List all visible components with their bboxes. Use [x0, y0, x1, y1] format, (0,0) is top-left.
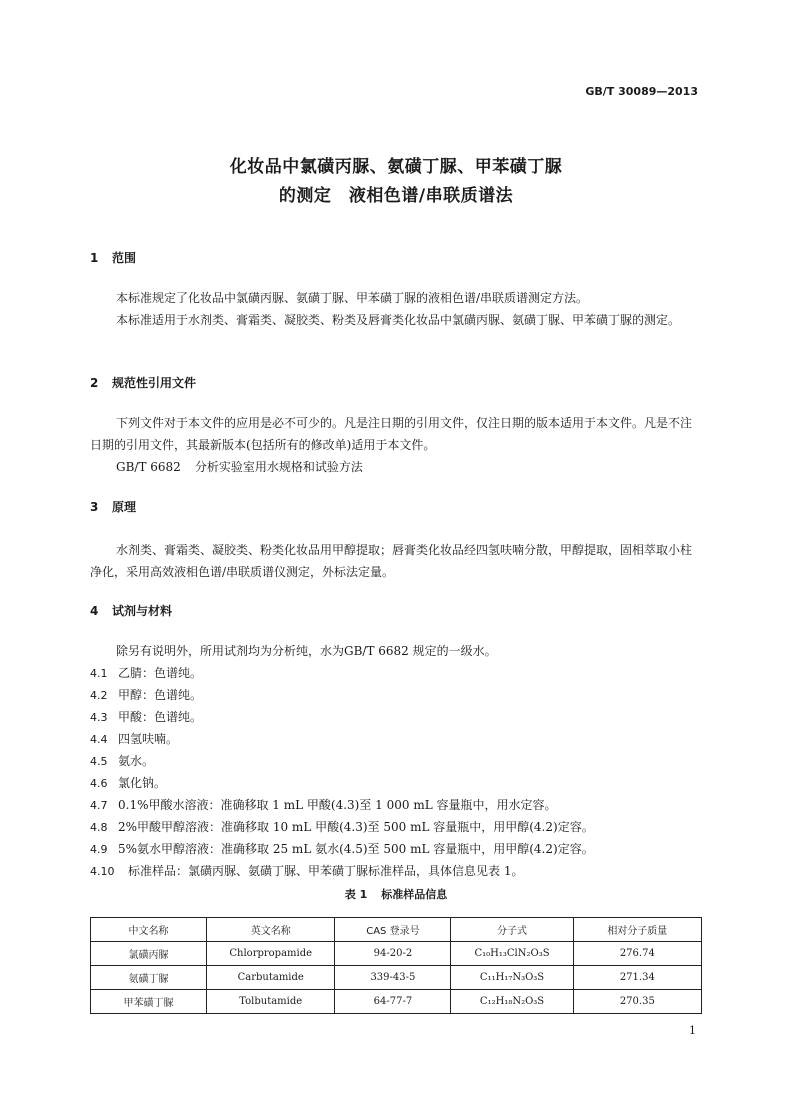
section-1-heading — [90, 249, 136, 266]
reference-title: 分析实验室用水规格和试验方法 — [194, 460, 363, 474]
table-cell: 94-20-2 — [335, 942, 451, 966]
section-2-paragraph-1: 下列文件对于本文件的应用是必不可少的。凡是注日期的引用文件，仅注日期的版本适用于本文件。凡是不注日期的引用文件，其最新版本(包括所有的修改单)适用于本文件。 — [90, 416, 693, 452]
document-title-line-1: 化妆品中氯磺丙脲、氨磺丁脲、甲苯磺丁脲 — [229, 157, 563, 177]
table-cell: Chlorpropamide — [207, 942, 335, 966]
table-cell: C₁₀H₁₃ClN₂O₃S — [451, 942, 573, 966]
table-cell: 氨磺丁脲 — [91, 966, 207, 990]
table-cell: 64-77-7 — [335, 990, 451, 1014]
table-header-row — [91, 918, 702, 942]
table-cell: 339-43-5 — [335, 966, 451, 990]
section-title: 规范性引用文件 — [112, 376, 197, 390]
table-row — [91, 966, 702, 990]
list-item: 4.10 标准样品：氯磺丙脲、氨磺丁脲、甲苯磺丁脲标准样品，具体信息见表 1。 — [90, 864, 524, 878]
standard-code: GB/T 30089—2013 — [585, 85, 698, 98]
list-item: 4.9 5%氨水甲醇溶液：准确移取 25 mL 氨水(4.5)至 500 mL 容量瓶中，用甲醇(4.2)定容。 — [90, 842, 594, 856]
section-number: 1 — [90, 251, 99, 265]
list-item: 4.8 2%甲酸甲醇溶液：准确移取 10 mL 甲酸(4.3)至 500 mL 容量瓶中，用甲醇(4.2)定容。 — [90, 820, 594, 834]
section-1-paragraph-2: 本标准适用于水剂类、膏霜类、凝胶类、粉类及唇膏类化妆品中氯磺丙脲、氨磺丁脲、甲苯磺丁脲的测定。 — [116, 313, 681, 327]
table-cell: Tolbutamide — [207, 990, 335, 1014]
section-3-heading — [90, 498, 136, 515]
section-4-heading — [90, 602, 172, 619]
column-header: 分子式 — [451, 918, 573, 942]
list-item: 4.2 甲醇：色谱纯。 — [90, 688, 203, 702]
list-item: 4.3 甲酸：色谱纯。 — [90, 710, 203, 724]
section-title: 原理 — [112, 500, 137, 514]
section-4-intro: 除另有说明外，所用试剂均为分析纯，水为GB/T 6682 规定的一级水。 — [116, 644, 497, 658]
section-title: 范围 — [112, 251, 137, 265]
column-header: 相对分子质量 — [573, 918, 701, 942]
list-item: 4.6 氯化钠。 — [90, 776, 167, 790]
standard-samples-table — [90, 917, 702, 1014]
section-title: 试剂与材料 — [112, 604, 173, 618]
normative-reference — [116, 456, 363, 478]
table-title: 标准样品信息 — [381, 888, 448, 901]
section-3-paragraph-1: 水剂类、膏霜类、凝胶类、粉类化妆品用甲醇提取；唇膏类化妆品经四氢呋喃分散，甲醇提取，固相萃取小柱净化，采用高效液相色谱/串联质谱仪测定，外标法定量。 — [90, 543, 693, 579]
table-caption — [0, 886, 792, 902]
section-1-paragraph-1: 本标准规定了化妆品中氯磺丙脲、氨磺丁脲、甲苯磺丁脲的液相色谱/串联质谱测定方法。 — [116, 291, 589, 305]
section-2-heading — [90, 374, 196, 391]
section-number: 2 — [90, 376, 99, 390]
table-cell: 271.34 — [573, 966, 701, 990]
column-header: 中文名称 — [91, 918, 207, 942]
table-cell: 276.74 — [573, 942, 701, 966]
list-item: 4.7 0.1%甲酸水溶液：准确移取 1 mL 甲酸(4.3)至 1 000 mL 容量瓶中，用水定容。 — [90, 798, 557, 812]
list-item: 4.1 乙腈：色谱纯。 — [90, 666, 203, 680]
table-row — [91, 942, 702, 966]
reference-code: GB/T 6682 — [116, 460, 181, 474]
table-cell: C₁₂H₁₈N₂O₃S — [451, 990, 573, 1014]
column-header: CAS 登录号 — [335, 918, 451, 942]
list-item: 4.5 氨水。 — [90, 754, 155, 768]
column-header: 英文名称 — [207, 918, 335, 942]
table-number: 表 1 — [344, 888, 368, 901]
table-cell: Carbutamide — [207, 966, 335, 990]
document-title-line-2: 的测定 液相色谱/串联质谱法 — [278, 186, 514, 206]
page-number: 1 — [689, 1024, 696, 1037]
section-number: 4 — [90, 604, 99, 618]
section-number: 3 — [90, 500, 99, 514]
table-cell: C₁₁H₁₇N₃O₃S — [451, 966, 573, 990]
table-cell: 氯磺丙脲 — [91, 942, 207, 966]
table-row — [91, 990, 702, 1014]
table-cell: 甲苯磺丁脲 — [91, 990, 207, 1014]
list-item: 4.4 四氢呋喃。 — [90, 732, 179, 746]
table-cell: 270.35 — [573, 990, 701, 1014]
